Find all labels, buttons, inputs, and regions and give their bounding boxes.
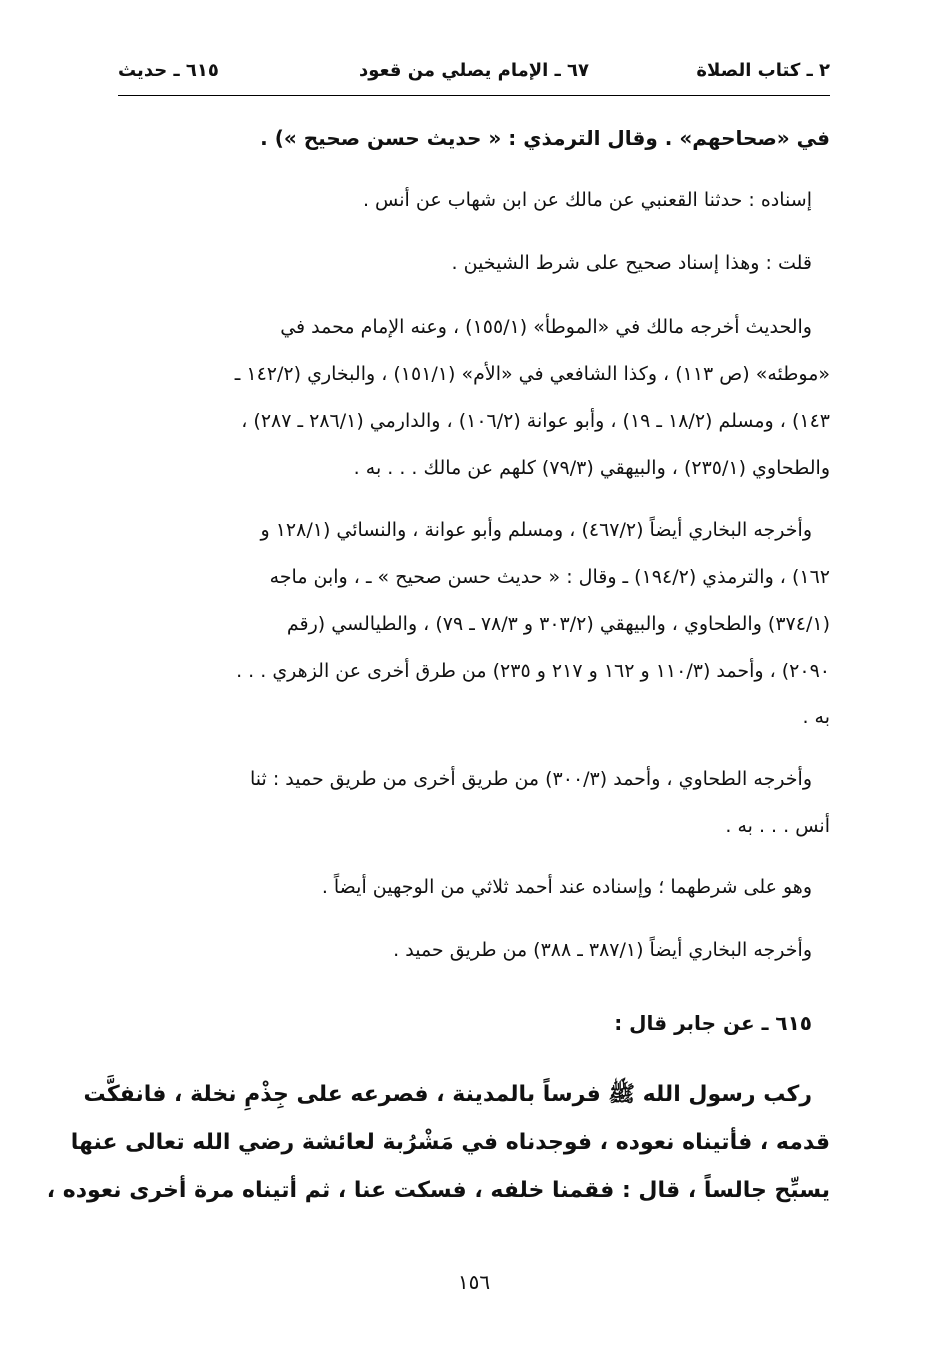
header-section: ٦٧ ـ الإمام يصلي من قعود [358, 60, 590, 81]
text-line: ١٦٢) ، والترمذي (١٩٤/٢) ـ وقال : « حديث حسن صحيح » ـ ، وابن ماجه [269, 566, 830, 588]
running-header [118, 60, 830, 92]
text-line: وأخرجه البخاري أيضاً (٣٨٧/١ ـ ٣٨٨) من طريق حميد . [393, 939, 812, 961]
text-line: «موطئه» (ص ١١٣) ، وكذا الشافعي في «الأم» (١٥١/١) ، والبخاري (١٤٢/٢ ـ [234, 363, 830, 385]
text-line: ٢٠٩٠) ، وأحمد (١١٠/٣ و ١٦٢ و ٢١٧ و ٢٣٥) من طرق أخرى عن الزهري . . . [236, 660, 830, 682]
text-line: قلت : وهذا إسناد صحيح على شرط الشيخين . [451, 252, 812, 274]
text-line: وأخرجه الطحاوي ، وأحمد (٣٠٠/٣) من طريق أخرى من طريق حميد : ثنا [250, 768, 812, 790]
page-number: ١٥٦ [457, 1270, 491, 1294]
text-line: أنس . . . به . [725, 815, 830, 837]
hadith-heading: ٦١٥ ـ عن جابر قال : [614, 1011, 812, 1035]
text-line: والطحاوي (٢٣٥/١) ، والبيهقي (٧٩/٣) كلهم عن مالك . . . به . [353, 457, 830, 479]
hadith-text-line: يسبِّح جالساً ، قال : فقمنا خلفه ، فسكت عنا ، ثم أتيناه مرة أخرى نعوده ، [46, 1178, 830, 1203]
header-rule [118, 95, 830, 96]
hadith-text-line: قدمه ، فأتيناه نعوده ، فوجدناه في مَشْرُبة لعائشة رضي الله تعالى عنها [70, 1130, 830, 1155]
text-line: ١٤٣) ، ومسلم (١٨/٢ ـ ١٩) ، وأبو عوانة (١٠٦/٢) ، والدارمي (٢٨٦/١ ـ ٢٨٧) ، [241, 410, 830, 432]
hadith-text-line: ركب رسول الله ﷺ فرساً بالمدينة ، فصرعه على جِذْمِ نخلة ، فانفكَّت [83, 1082, 812, 1107]
text-line: (٣٧٤/١) والطحاوي ، والبيهقي (٣٠٣/٢ و ٧٨/٣ ـ ٧٩) ، والطيالسي (رقم [286, 613, 830, 635]
text-line: وهو على شرطهما ؛ وإسناده عند أحمد ثلاثي من الوجهين أيضاً . [321, 876, 812, 898]
text-line: إسناده : حدثنا القعنبي عن مالك عن ابن شهاب عن أنس . [362, 189, 812, 211]
text-line: في «صحاحهم» . وقال الترمذي : « حديث حسن صحيح ») . [260, 126, 830, 150]
text-line: به . [802, 706, 830, 728]
header-chapter: ٢ ـ كتاب الصلاة [696, 60, 830, 81]
header-hadith-number: ٦١٥ ـ حديث [118, 60, 219, 81]
text-line: والحديث أخرجه مالك في «الموطأ» (١٥٥/١) ، وعنه الإمام محمد في [280, 316, 812, 338]
text-line: وأخرجه البخاري أيضاً (٤٦٧/٢) ، ومسلم وأبو عوانة ، والنسائي (١٢٨/١ و [260, 519, 812, 541]
